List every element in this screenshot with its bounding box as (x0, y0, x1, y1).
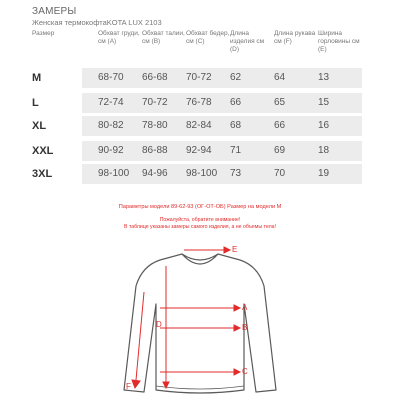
column-header-waist: Обхват талии, см (В) (142, 30, 185, 45)
hips-value: 76-78 (186, 97, 212, 108)
size-label: XXL (32, 145, 54, 157)
label-c: C (242, 367, 248, 376)
arrowhead-a (234, 305, 240, 311)
garment-diagram (120, 240, 280, 400)
length-value: 66 (230, 97, 242, 108)
hips-value: 92-94 (186, 145, 212, 156)
size-label: XL (32, 120, 47, 132)
table-row (32, 164, 362, 184)
label-e: E (232, 245, 238, 254)
neck-value: 13 (318, 72, 330, 83)
measurement-note: В таблице указаны замеры самого изделия, а не объемы тела! (124, 224, 276, 230)
notes-block (0, 203, 400, 231)
arrowhead-b (234, 325, 240, 331)
table-header (32, 30, 362, 60)
waist-value: 70-72 (142, 97, 168, 108)
sleeve-value: 69 (274, 145, 286, 156)
length-value: 71 (230, 145, 242, 156)
length-value: 62 (230, 72, 242, 83)
hips-value: 98-100 (186, 168, 218, 179)
size-label: 3XL (32, 168, 53, 180)
table-row (32, 93, 362, 113)
waist-value: 94-96 (142, 168, 168, 179)
column-header-chest: Обхват груди, см (А) (98, 30, 140, 45)
sleeve-value: 70 (274, 168, 286, 179)
chest-value: 72-74 (98, 97, 124, 108)
attention-note: Пожалуйста, обратите внимание! (159, 217, 241, 223)
column-header-sleeve: Длина рукава см (F) (274, 30, 316, 45)
waist-value: 86-88 (142, 145, 168, 156)
neck-value: 19 (318, 168, 330, 179)
arrowhead-f (132, 380, 140, 388)
label-a: A (242, 303, 248, 312)
column-header-hips: Обхват бедер, см (С) (186, 30, 230, 45)
product-subtitle: Женская термокофтаKOTA LUX 2103 (32, 18, 162, 27)
column-header-neck: Ширина горловины см (E) (318, 30, 360, 53)
sleeve-value: 65 (274, 97, 286, 108)
chest-value: 98-100 (98, 168, 130, 179)
table-row (32, 141, 362, 161)
table-row (32, 68, 362, 88)
column-header-length: Длина изделия см (D) (230, 30, 265, 53)
neck-value: 15 (318, 97, 330, 108)
size-label: L (32, 97, 39, 109)
model-params-note: Параметры модели 89-62-93 (ОГ-ОТ-ОБ) Размер на модели М (118, 204, 282, 210)
chest-value: 68-70 (98, 72, 124, 83)
label-b: B (242, 323, 248, 332)
neck-value: 16 (318, 120, 330, 131)
label-d: D (156, 320, 162, 329)
neck-value: 18 (318, 145, 330, 156)
page-title: ЗАМЕРЫ (32, 6, 77, 17)
length-value: 73 (230, 168, 242, 179)
measurement-arrows (132, 247, 240, 388)
waist-value: 78-80 (142, 120, 168, 131)
label-f: F (126, 382, 131, 391)
hips-value: 82-84 (186, 120, 212, 131)
chest-value: 80-82 (98, 120, 124, 131)
waist-value: 66-68 (142, 72, 168, 83)
arrow-f (136, 292, 144, 380)
hips-value: 70-72 (186, 72, 212, 83)
column-header-size: Размер (32, 30, 55, 37)
table-row (32, 116, 362, 136)
sleeve-value: 64 (274, 72, 286, 83)
chest-value: 90-92 (98, 145, 124, 156)
length-value: 68 (230, 120, 242, 131)
size-label: M (32, 72, 42, 84)
arrowhead-c (234, 369, 240, 375)
arrowhead-e (224, 247, 230, 253)
longsleeve-outline-icon (120, 240, 280, 400)
sleeve-value: 66 (274, 120, 286, 131)
